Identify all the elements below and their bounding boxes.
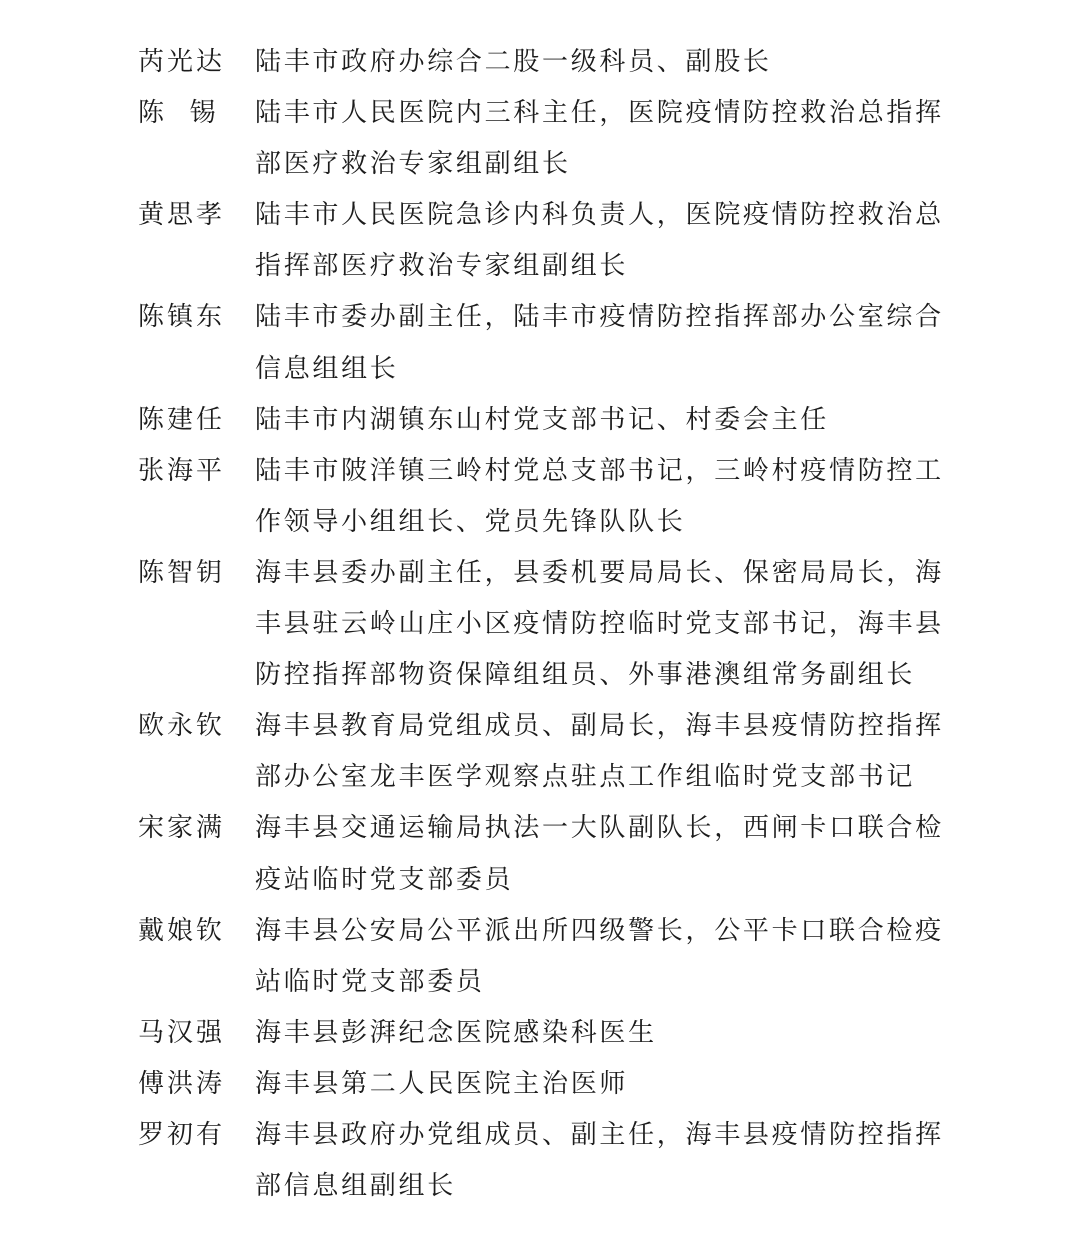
position-line: 丰县驻云岭山庄小区疫情防控临时党支部书记，海丰县 [255, 609, 944, 640]
position-line: 海丰县公安局公平派出所四级警长，公平卡口联合检疫 [255, 915, 944, 946]
position-line: 海丰县彭湃纪念医院感染科医生 [255, 1017, 657, 1048]
list-item [138, 37, 968, 88]
position-line: 部信息组副组长 [255, 1171, 456, 1202]
person-position [255, 88, 968, 190]
list-item [138, 906, 968, 1008]
position-line: 作领导小组组长、党员先锋队队长 [255, 506, 686, 537]
position-line: 部办公室龙丰医学观察点驻点工作组临时党支部书记 [255, 762, 916, 793]
position-line: 陆丰市政府办综合二股一级科员、副股长 [255, 47, 772, 77]
list-item [138, 395, 968, 446]
person-name: 傅洪涛 [138, 1068, 226, 1099]
person-position [255, 548, 968, 701]
person-position [255, 446, 968, 548]
position-line: 海丰县委办副主任，县委机要局局长、保密局局长，海 [255, 557, 944, 588]
list-item [138, 190, 968, 292]
person-name: 戴娘钦 [138, 915, 226, 946]
person-position [255, 906, 968, 1008]
position-line: 陆丰市委办副主任，陆丰市疫情防控指挥部办公室综合 [255, 302, 944, 333]
person-name: 陈智钥 [138, 557, 226, 588]
person-position [255, 37, 968, 88]
person-name: 陈镇东 [138, 302, 226, 333]
person-position [255, 701, 968, 803]
person-position [255, 1059, 968, 1110]
person-name: 张海平 [138, 455, 226, 486]
person-position [255, 190, 968, 292]
person-name: 宋家满 [138, 813, 226, 844]
person-position [255, 803, 968, 905]
position-line: 陆丰市内湖镇东山村党支部书记、村委会主任 [255, 404, 830, 435]
person-position [255, 292, 968, 394]
person-name: 黄思孝 [138, 200, 226, 231]
honoree-list [138, 37, 968, 1212]
position-line: 海丰县教育局党组成员、副局长，海丰县疫情防控指挥 [255, 711, 944, 742]
person-name: 陈建任 [138, 404, 226, 435]
person-name: 罗初有 [138, 1119, 226, 1150]
person-name: 陈 锡 [138, 98, 219, 129]
position-line: 部医疗救治专家组副组长 [255, 149, 571, 180]
position-line: 防控指挥部物资保障组组员、外事港澳组常务副组长 [255, 660, 916, 691]
list-item [138, 803, 968, 905]
person-position [255, 1110, 968, 1212]
position-line: 海丰县政府办党组成员、副主任，海丰县疫情防控指挥 [255, 1119, 944, 1150]
position-line: 陆丰市人民医院内三科主任，医院疫情防控救治总指挥 [255, 98, 944, 129]
list-item [138, 1110, 968, 1212]
position-line: 陆丰市陂洋镇三岭村党总支部书记，三岭村疫情防控工 [255, 455, 944, 486]
position-line: 站临时党支部委员 [255, 966, 485, 997]
list-item [138, 1008, 968, 1059]
person-name: 马汉强 [138, 1017, 226, 1048]
position-line: 海丰县第二人民医院主治医师 [255, 1068, 629, 1099]
position-line: 信息组组长 [255, 353, 399, 384]
list-item [138, 701, 968, 803]
person-name: 芮光达 [138, 47, 226, 77]
list-item [138, 292, 968, 394]
position-line: 陆丰市人民医院急诊内科负责人，医院疫情防控救治总 [255, 200, 944, 231]
person-position [255, 1008, 968, 1059]
person-name: 欧永钦 [138, 711, 226, 742]
list-item [138, 548, 968, 701]
person-position [255, 395, 968, 446]
position-line: 疫站临时党支部委员 [255, 864, 514, 895]
list-item [138, 1059, 968, 1110]
position-line: 海丰县交通运输局执法一大队副队长，西闸卡口联合检 [255, 813, 944, 844]
list-item [138, 446, 968, 548]
position-line: 指挥部医疗救治专家组副组长 [255, 251, 629, 282]
list-item [138, 88, 968, 190]
